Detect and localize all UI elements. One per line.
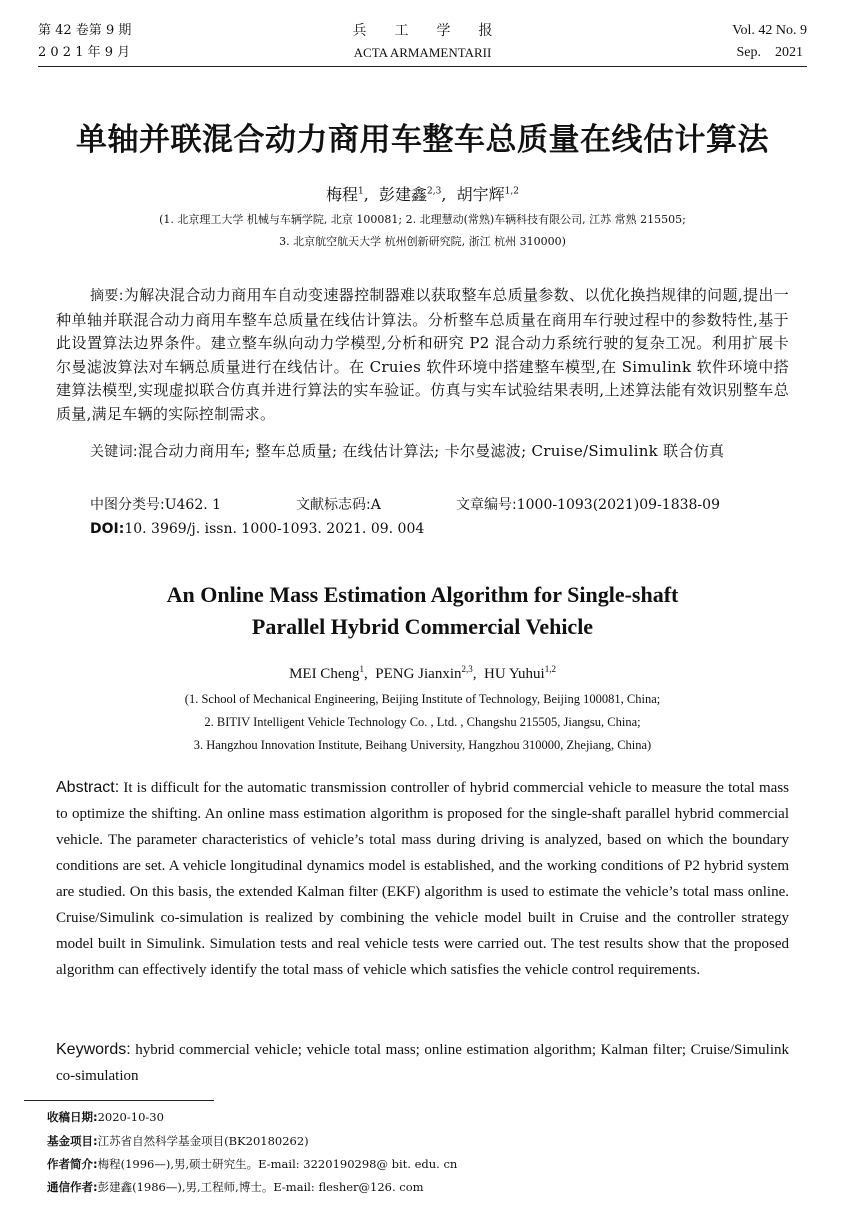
journal-name-en: ACTA ARMAMENTARII — [353, 45, 492, 60]
author-en-3: HU Yuhui$^{1,2}$ — [483, 664, 556, 682]
author-cn-3: 胡宇辉$^{1,2}$ — [456, 185, 519, 204]
paper-title-en-line-1: An Online Mass Estimation Algorithm for Single-shaft — [166, 582, 679, 607]
keywords-cn-text: 混合动力商用车; 整车总质量; 在线估计算法; 卡尔曼滤波; Cruise/Simulink 联合仿真 — [137, 442, 725, 460]
author-en-2: PENG Jianxin$^{2,3}$ — [375, 664, 473, 682]
author-cn-2: 彭建鑫$^{2,3}$ — [379, 185, 442, 204]
affiliation-en-1: (1. School of Mechanical Engineering, Beijing Institute of Technology, Beijing 100081, China; — [184, 692, 661, 706]
journal-name-cn: 兵 工 学 报 — [352, 23, 493, 39]
header-rule — [38, 66, 807, 67]
keywords-en-text: hybrid commercial vehicle; vehicle total mass; online estimation algorithm; Kalman filter; Cruise/Simulink co-simulation — [56, 1042, 789, 1084]
keywords-en-label: Keywords: — [56, 1041, 131, 1058]
footnote-corresponding: 通信作者:彭建鑫(1986—),男,工程师,博士。E-mail: flesher@126. com — [47, 1180, 424, 1194]
volume-issue-cn: 第 42 卷第 9 期 — [38, 23, 132, 38]
author-list-cn: 梅程$^1$, 彭建鑫$^{2,3}$, 胡宇辉$^{1,2}$ — [326, 185, 519, 204]
footnote-received: 收稿日期:2020-10-30 — [47, 1110, 164, 1124]
abstract-cn — [56, 284, 789, 426]
document-code: 文献标志码:A — [296, 497, 381, 513]
author-en-1: MEI Cheng$^1$ — [289, 664, 364, 682]
keywords-cn-label: 关键词: — [90, 444, 138, 460]
abstract-en — [56, 775, 789, 983]
keywords-cn — [56, 440, 789, 465]
paper-title-en-line-2: Parallel Hybrid Commercial Vehicle — [251, 614, 594, 639]
author-cn-1: 梅程$^1$ — [326, 185, 364, 204]
date-cn: 2 0 2 1 年 9 月 — [38, 45, 131, 60]
abstract-cn-text: 为解决混合动力商用车自动变速器控制器难以获取整车总质量参数、以优化换挡规律的问题,提出一种单轴并联混合动力商用车整车总质量在线估计算法。分析整车总质量在商用车行驶过程中的参数特性,基于此设置算法边界条件。建立整车纵向动力学模型,分析和研究 P2 混合动力系统行驶的复杂工况。利用扩展卡尔曼滤波算法对车辆总质量进行在线估计。在 Cruies 软件环境中搭建整车模型,在 Simulink 软件环境中搭建算法模型,实现虚拟联合仿真并进行算法的实车验证。仿真与实车试验结果表明,上述算法能有效识别整车总质量,满足车辆的实际控制需求。 — [56, 286, 789, 423]
article-number: 文章编号:1000-1093(2021)09-1838-09 — [456, 497, 720, 513]
doi: DOI:10. 3969/j. issn. 1000-1093. 2021. 09. 004 — [90, 521, 425, 537]
abstract-en-text: It is difficult for the automatic transmission controller of hybrid commercial vehicle to measure the total mass to optimize the shifting. An online mass estimation algorithm is proposed for the single-shaft parallel hybrid commercial vehicle. The parameter characteristics of vehicle’s total mass during driving is analyzed, based on which the boundary conditions are set. A vehicle longitudinal dynamics model is established, and the working conditions of P2 hybrid system are studied. On this basis, the extended Kalman filter (EKF) algorithm is used to estimate the vehicle’s total mass online. Cruise/Simulink co-simulation is realized by combining the vehicle model built in Cruise and the controller strategy model built in Simulink. Simulation tests and real vehicle tests were carried out. The test results show that the proposed algorithm can effectively identify the total mass of vehicle which satisfies the vehicle control requirements. — [56, 780, 789, 978]
date-en: Sep. 2021 — [736, 45, 803, 60]
footnote-fund: 基金项目:江苏省自然科学基金项目(BK20180262) — [47, 1134, 309, 1148]
abstract-en-label: Abstract: — [56, 779, 120, 796]
footnote-rule — [24, 1100, 214, 1101]
affiliation-en-2: 2. BITIV Intelligent Vehicle Technology Co. , Ltd. , Changshu 215505, Jiangsu, China; — [204, 715, 641, 729]
affiliation-cn-1: (1. 北京理工大学 机械与车辆学院, 北京 100081; 2. 北理慧动(常熟)车辆科技有限公司, 江苏 常熟 215505; — [159, 213, 686, 226]
keywords-en — [56, 1037, 789, 1089]
abstract-cn-label: 摘要: — [90, 288, 124, 304]
affiliation-en-3: 3. Hangzhou Innovation Institute, Beihang University, Hangzhou 310000, Zhejiang, China) — [193, 738, 652, 752]
volume-issue-en: Vol. 42 No. 9 — [732, 23, 807, 38]
paper-title-cn: 单轴并联混合动力商用车整车总质量在线估计算法 — [76, 122, 769, 158]
clc-number: 中图分类号:U462. 1 — [90, 497, 222, 513]
author-list-en: MEI Cheng$^1$, PENG Jianxin$^{2,3}$, HU Yuhui$^{1,2}$ — [289, 664, 556, 682]
footnote-author-bio: 作者简介:梅程(1996—),男,硕士研究生。E-mail: 3220190298@ bit. edu. cn — [47, 1157, 458, 1171]
affiliation-cn-2: 3. 北京航空航天大学 杭州创新研究院, 浙江 杭州 310000) — [279, 235, 566, 248]
